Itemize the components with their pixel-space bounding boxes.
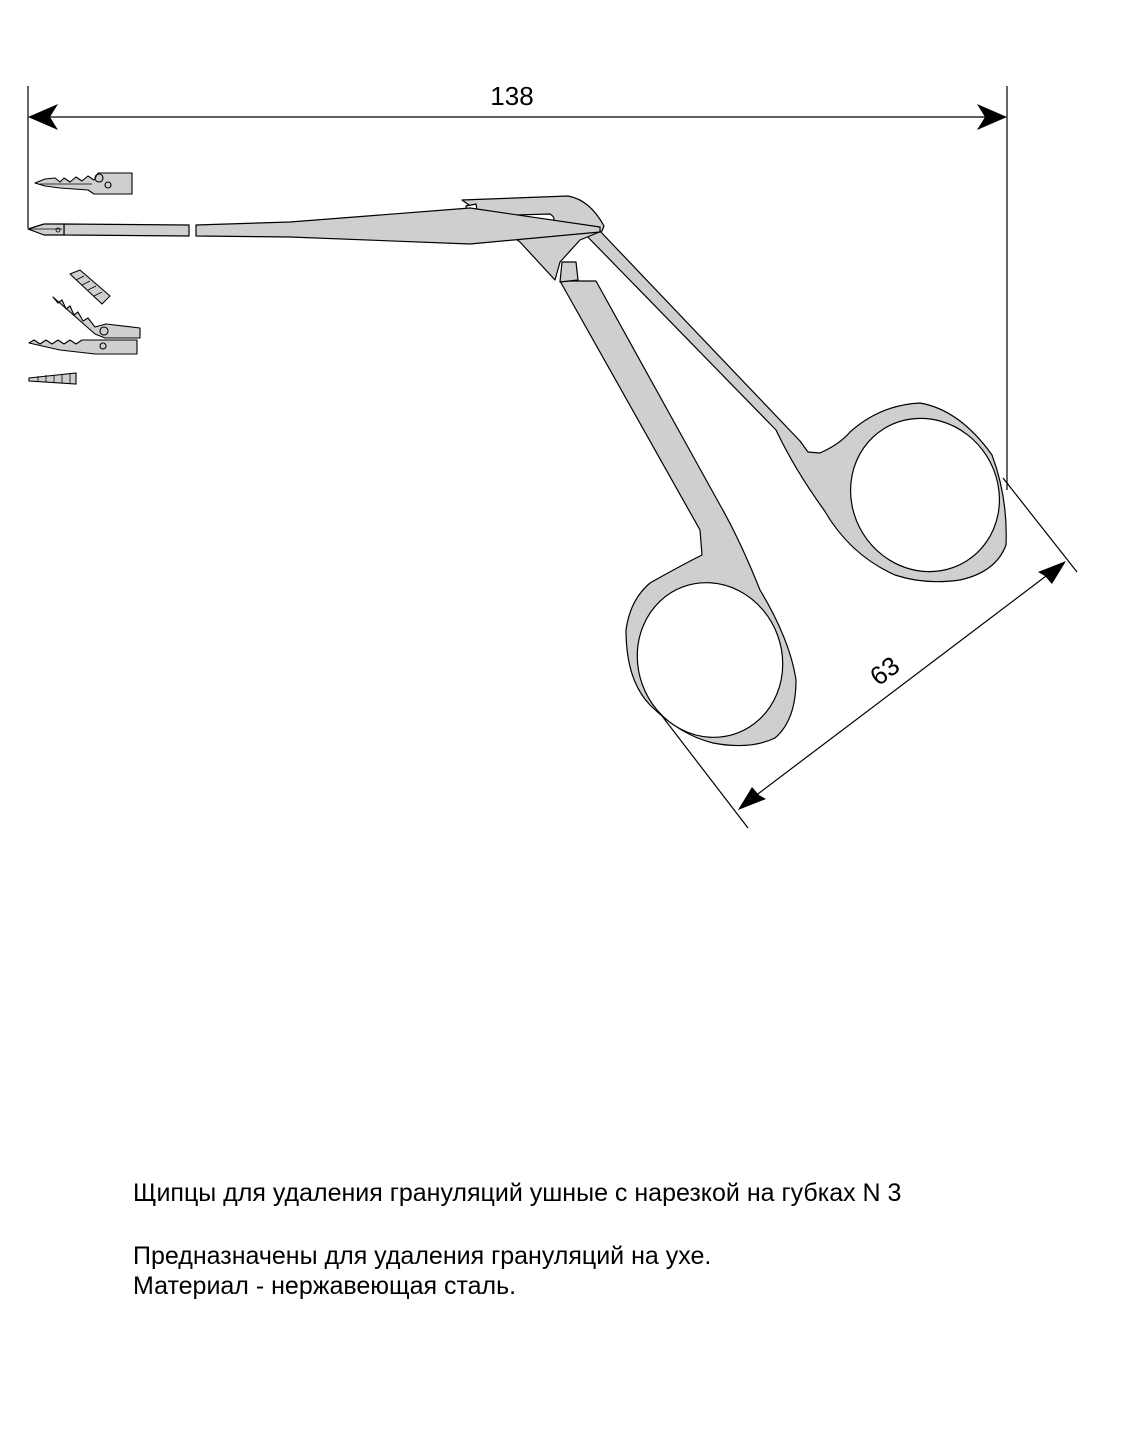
forceps-tip bbox=[28, 224, 64, 235]
ring-span-arrow-upper bbox=[1038, 561, 1066, 584]
instrument-title: Щипцы для удаления грануляций ушные с нарезкой на губках N 3 bbox=[133, 1179, 902, 1207]
purpose-text: Предназначены для удаления грануляций на ухе. bbox=[133, 1242, 712, 1270]
tip-detail-jaw-upper bbox=[70, 270, 110, 304]
pivot-boss bbox=[560, 262, 578, 282]
length-label: 138 bbox=[490, 81, 534, 111]
material-text: Материал - нержавеющая сталь. bbox=[133, 1272, 517, 1300]
tip-detail-closed bbox=[35, 173, 132, 194]
tip-detail-jaw-lower bbox=[29, 373, 76, 384]
instrument-description bbox=[133, 1241, 711, 1301]
upper-ring-hole bbox=[822, 390, 1028, 600]
tip-detail-open bbox=[29, 297, 140, 354]
ring-span-label: 63 bbox=[864, 650, 906, 692]
forceps-tip-shaft bbox=[64, 224, 189, 236]
